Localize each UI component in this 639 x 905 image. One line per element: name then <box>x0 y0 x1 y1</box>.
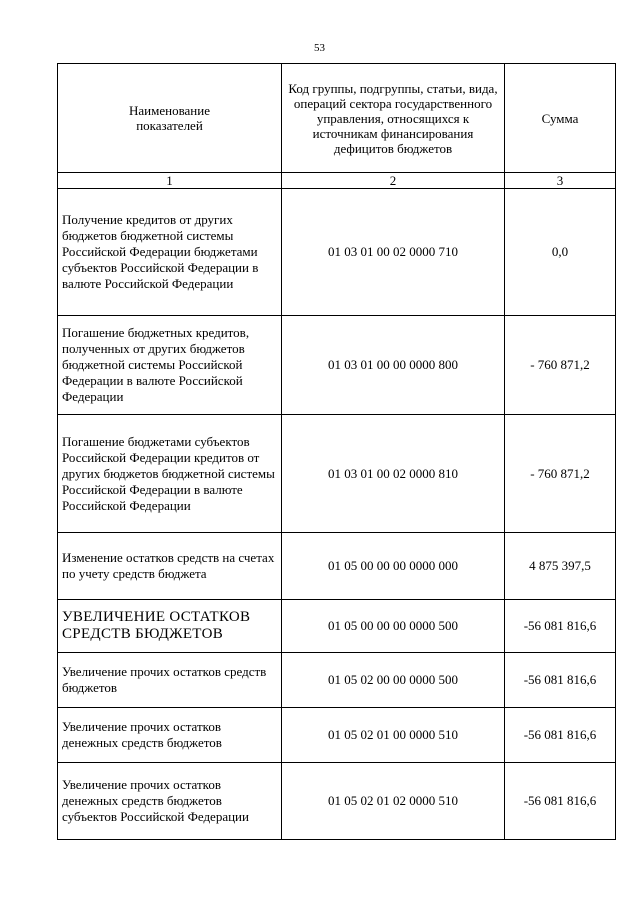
table-row <box>58 600 616 653</box>
row-code: 01 05 02 01 02 0000 510 <box>282 763 505 840</box>
row-name: Изменение остатков средств на счетах по учету средств бюджета <box>58 533 282 600</box>
column-number-row <box>58 173 616 189</box>
page-number: 53 <box>314 42 325 54</box>
row-sum: - 760 871,2 <box>505 316 616 415</box>
row-name: Погашение бюджетных кредитов, полученных от других бюджетов бюджетной системы Российской Федерации в валюте Российской Федерации <box>58 316 282 415</box>
row-name: Получение кредитов от других бюджетов бюджетной системы Российской Федерации бюджетами субъектов Российской Федерации в валюте Российской Федерации <box>58 189 282 316</box>
header-sum: Сумма <box>505 64 616 173</box>
row-code: 01 03 01 00 02 0000 710 <box>282 189 505 316</box>
row-sum: 0,0 <box>505 189 616 316</box>
row-sum: - 760 871,2 <box>505 415 616 533</box>
row-sum: -56 081 816,6 <box>505 763 616 840</box>
row-name: Увеличение прочих остатков денежных средств бюджетов субъектов Российской Федерации <box>58 763 282 840</box>
table-row <box>58 653 616 708</box>
row-name: Погашение бюджетами субъектов Российской Федерации кредитов от других бюджетов бюджетной системы Российской Федерации в валюте Российской Федерации <box>58 415 282 533</box>
header-name: Наименование показателей <box>58 64 282 173</box>
column-number-3: 3 <box>505 173 616 189</box>
row-code: 01 05 00 00 00 0000 000 <box>282 533 505 600</box>
row-code: 01 05 00 00 00 0000 500 <box>282 600 505 653</box>
row-name: УВЕЛИЧЕНИЕ ОСТАТКОВ СРЕДСТВ БЮДЖЕТОВ <box>58 600 282 653</box>
column-number-2: 2 <box>282 173 505 189</box>
row-sum: -56 081 816,6 <box>505 600 616 653</box>
row-sum: 4 875 397,5 <box>505 533 616 600</box>
row-code: 01 05 02 01 00 0000 510 <box>282 708 505 763</box>
table-row <box>58 189 616 316</box>
budget-sources-table <box>57 63 616 840</box>
column-number-1: 1 <box>58 173 282 189</box>
table-row <box>58 763 616 840</box>
table-row <box>58 316 616 415</box>
row-name: Увеличение прочих остатков денежных средств бюджетов <box>58 708 282 763</box>
table-row <box>58 533 616 600</box>
row-code: 01 05 02 00 00 0000 500 <box>282 653 505 708</box>
header-code: Код группы, подгруппы, статьи, вида, операций сектора государственного управления, относящихся к источникам финансирования дефицитов бюджетов <box>282 64 505 173</box>
table-row <box>58 708 616 763</box>
table-header-row <box>58 64 616 173</box>
row-sum: -56 081 816,6 <box>505 653 616 708</box>
row-code: 01 03 01 00 02 0000 810 <box>282 415 505 533</box>
row-sum: -56 081 816,6 <box>505 708 616 763</box>
row-name: Увеличение прочих остатков средств бюджетов <box>58 653 282 708</box>
row-code: 01 03 01 00 00 0000 800 <box>282 316 505 415</box>
table-row <box>58 415 616 533</box>
